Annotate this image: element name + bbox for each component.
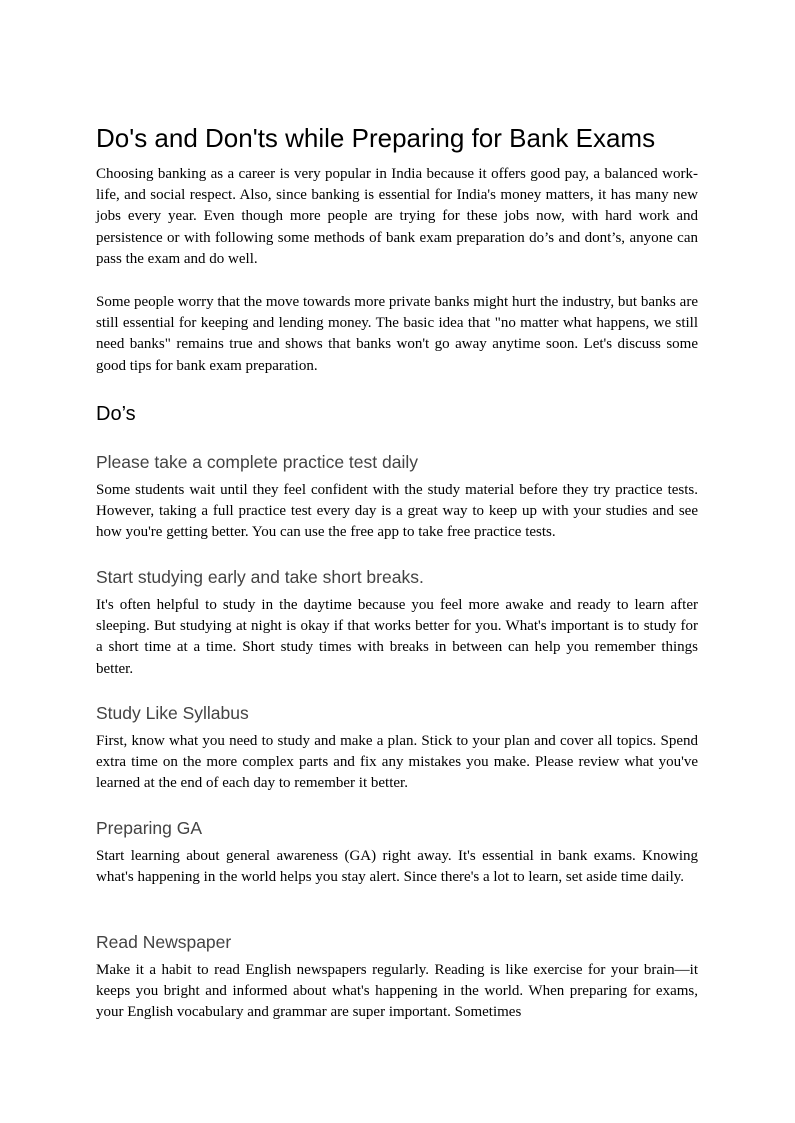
section-heading-ga: Preparing GA	[96, 818, 203, 838]
section-text-practice-test: Some students wait until they feel confident with the study material before they try practice tests. However, taking a full practice test every day is a great way to keep up with your studies and see how you're getting better. You can use the free app to take free practice tests.	[96, 482, 698, 541]
section-text-newspaper: Make it a habit to read English newspapers regularly. Reading is like exercise for your brain—it keeps you bright and informed about what's happening in the world. When preparing for exams, your English vocabulary and grammar are super important. Sometimes	[96, 962, 698, 1021]
section-heading-practice-test: Please take a complete practice test daily	[96, 452, 418, 472]
intro-paragraph-1: Choosing banking as a career is very popular in India because it offers good pay, a balanced work-life, and social respect. Also, since banking is essential for India's money matters, it has many new jobs every year. Even though more people are trying for these jobs now, with hard work and persistence or with following some methods of bank exam preparation do’s and dont’s, anyone can pass the exam and do well.	[96, 166, 698, 267]
document-title: Do's and Don'ts while Preparing for Bank Exams	[96, 123, 656, 153]
intro-paragraph-2: Some people worry that the move towards more private banks might hurt the industry, but banks are still essential for keeping and lending money. The basic idea that "no matter what happens, we still need banks" remains true and shows that banks won't go away anytime soon. Let's discuss some good tips for bank exam preparation.	[96, 294, 698, 374]
section-text-study-early: It's often helpful to study in the daytime because you feel more awake and ready to learn after sleeping. But studying at night is okay if that works better for you. What's important is to study for a short time at a time. Short study times with breaks in between can help you remember things better.	[96, 597, 698, 677]
dos-heading: Do’s	[96, 403, 136, 425]
section-heading-newspaper: Read Newspaper	[96, 932, 232, 952]
section-text-syllabus: First, know what you need to study and make a plan. Stick to your plan and cover all topics. Spend extra time on the more complex parts and fix any mistakes you make. Please review what you've learned at the end of each day to remember it better.	[96, 733, 698, 792]
section-text-ga: Start learning about general awareness (GA) right away. It's essential in bank exams. Knowing what's happening in the world helps you stay alert. Since there's a lot to learn, set aside time daily.	[96, 848, 698, 886]
section-heading-study-early: Start studying early and take short breaks.	[96, 567, 424, 587]
section-heading-syllabus: Study Like Syllabus	[96, 703, 249, 723]
